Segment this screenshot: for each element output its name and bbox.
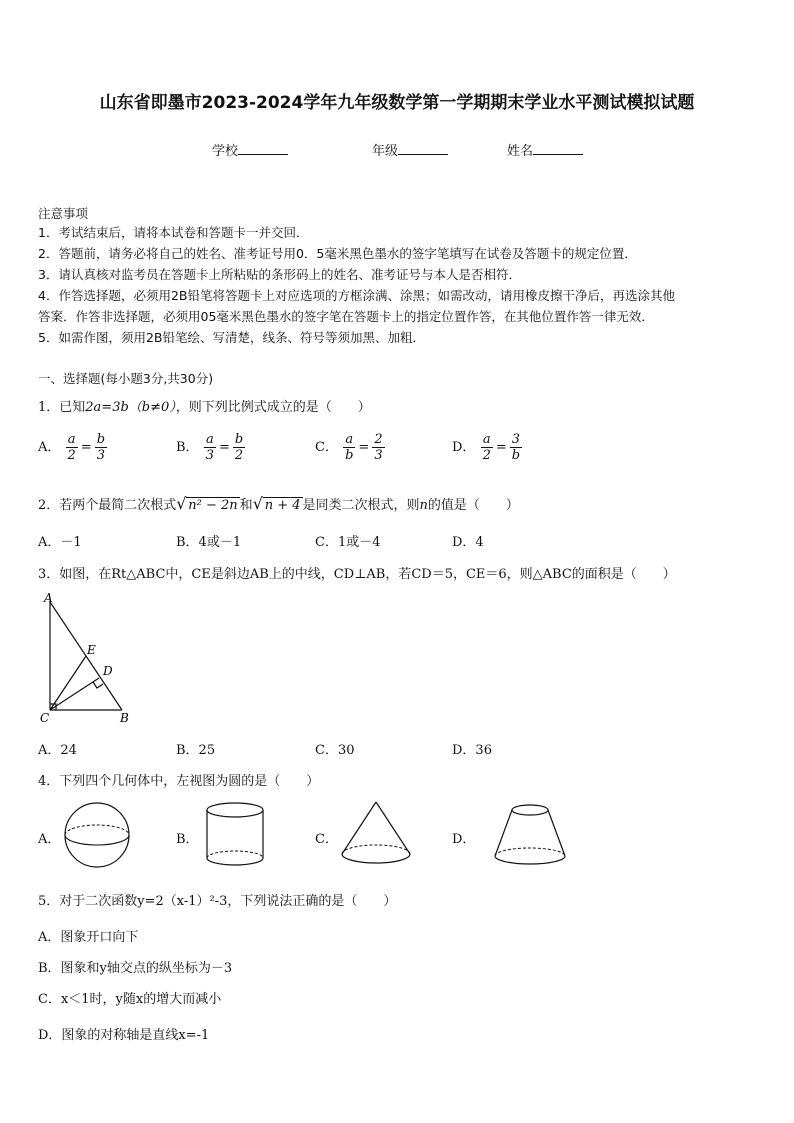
notes-heading: 注意事项: [38, 206, 89, 221]
q3-option-a[interactable]: A．24: [38, 743, 77, 758]
triangle-figure: [36, 590, 146, 726]
altitude-cd: [50, 678, 99, 710]
radical-1: √ n² − 2n: [176, 494, 238, 513]
q4-option-b[interactable]: B．: [176, 832, 199, 847]
name-label: 姓名: [507, 144, 534, 159]
name-field[interactable]: [507, 140, 583, 159]
question-4-stem: 4．下列四个几何体中，左视图为圆的是（ ）: [38, 774, 320, 789]
grade-field[interactable]: [372, 140, 448, 159]
school-label: 学校: [212, 144, 239, 159]
note-item: 4．作答选择题，必须用2B铅笔将答题卡上对应选项的方框涂满、涂黑；如需改动，请用橡皮擦干净后，再选涂其他: [38, 288, 675, 303]
q4-option-c[interactable]: C．: [315, 832, 338, 847]
right-angle-d: [93, 682, 103, 688]
section-heading: 一、选择题(每小题3分,共30分): [38, 371, 214, 386]
label-a: A: [44, 591, 53, 605]
note-item: 1．考试结束后，请将本试卷和答题卡一并交回．: [38, 225, 309, 240]
notes-list: [38, 222, 760, 348]
cylinder-icon: [202, 800, 268, 870]
grade-blank[interactable]: [398, 142, 448, 155]
q5-option-b[interactable]: B．图象和y轴交点的纵坐标为－3: [38, 961, 233, 976]
q2-option-b[interactable]: B．4或－1: [176, 535, 242, 550]
note-item: 答案．作答非选择题，必须用05毫米黑色墨水的签字笔在答题卡上的指定位置作答，在其他位置作答一律无效．: [38, 309, 654, 324]
q2-option-c[interactable]: C．1或－4: [315, 535, 381, 550]
question-1-stem: 1．已知2a=3b（b≠0），则下列比例式成立的是（ ）: [38, 400, 371, 415]
frustum-icon: [490, 800, 570, 870]
label-c: C: [40, 711, 50, 725]
q5-option-c[interactable]: C．x＜1时，y随x的增大而减小: [38, 992, 222, 1007]
label-b: B: [120, 711, 129, 725]
q4-option-d[interactable]: D．: [452, 832, 476, 847]
q3-option-b[interactable]: B．25: [176, 743, 216, 758]
school-field[interactable]: [212, 140, 288, 159]
q3-option-d[interactable]: D．36: [452, 743, 492, 758]
note-item: 3．请认真核对监考员在答题卡上所粘贴的条形码上的姓名、准考证号与本人是否相符．: [38, 267, 521, 282]
question-3-stem: 3．如图，在Rt△ABC中，CE是斜边AB上的中线，CD⊥AB，若CD＝5，CE＝6，则△ABC的面积是（ ）: [38, 567, 676, 582]
note-item: 5．如需作图，须用2B铅笔绘、写清楚，线条、符号等须加黑、加粗．: [38, 330, 425, 345]
q5-option-a[interactable]: A．图象开口向下: [38, 930, 139, 945]
q2-option-d[interactable]: D．4: [452, 535, 484, 550]
median-ce: [50, 656, 86, 710]
radical-2: √ n + 4: [252, 494, 301, 513]
q3-option-c[interactable]: C．30: [315, 743, 355, 758]
name-blank[interactable]: [533, 142, 583, 155]
q1-option-c[interactable]: C． $\frac{a}{b}$ = $\frac{2}{3}$: [315, 432, 383, 463]
grade-label: 年级: [372, 144, 399, 159]
q5-option-d[interactable]: D．图象的对称轴是直线x=-1: [38, 1028, 210, 1043]
q1-option-b[interactable]: B． $\frac{a}{3}$ = $\frac{b}{2}$: [176, 432, 244, 463]
q2-option-a[interactable]: A．－1: [38, 535, 82, 550]
note-item: 2．答题前，请务必将自己的姓名、准考证号用0．5毫米黑色墨水的签字笔填写在试卷及答题卡的规定位置．: [38, 246, 637, 261]
label-e: E: [87, 643, 96, 657]
q1-option-a[interactable]: A． $\frac{a}{2}$ = $\frac{b}{3}$: [38, 432, 106, 463]
school-blank[interactable]: [238, 142, 288, 155]
page-title: 山东省即墨市2023-2024学年九年级数学第一学期期末学业水平测试模拟试题: [99, 93, 695, 113]
q4-option-a[interactable]: A．: [38, 832, 61, 847]
cone-icon: [338, 798, 414, 870]
q1-option-d[interactable]: D． $\frac{a}{2}$ = $\frac{3}{b}$: [452, 432, 521, 463]
label-d: D: [103, 664, 113, 678]
question-5-stem: 5．对于二次函数y=2（x-1）²-3，下列说法正确的是（ ）: [38, 894, 397, 909]
question-2-stem: 2．若两个最简二次根式 √ n² − 2n 和 √ n + 4 是同类二次根式，则n的值是（ ）: [38, 494, 519, 513]
sphere-icon: [62, 800, 132, 870]
